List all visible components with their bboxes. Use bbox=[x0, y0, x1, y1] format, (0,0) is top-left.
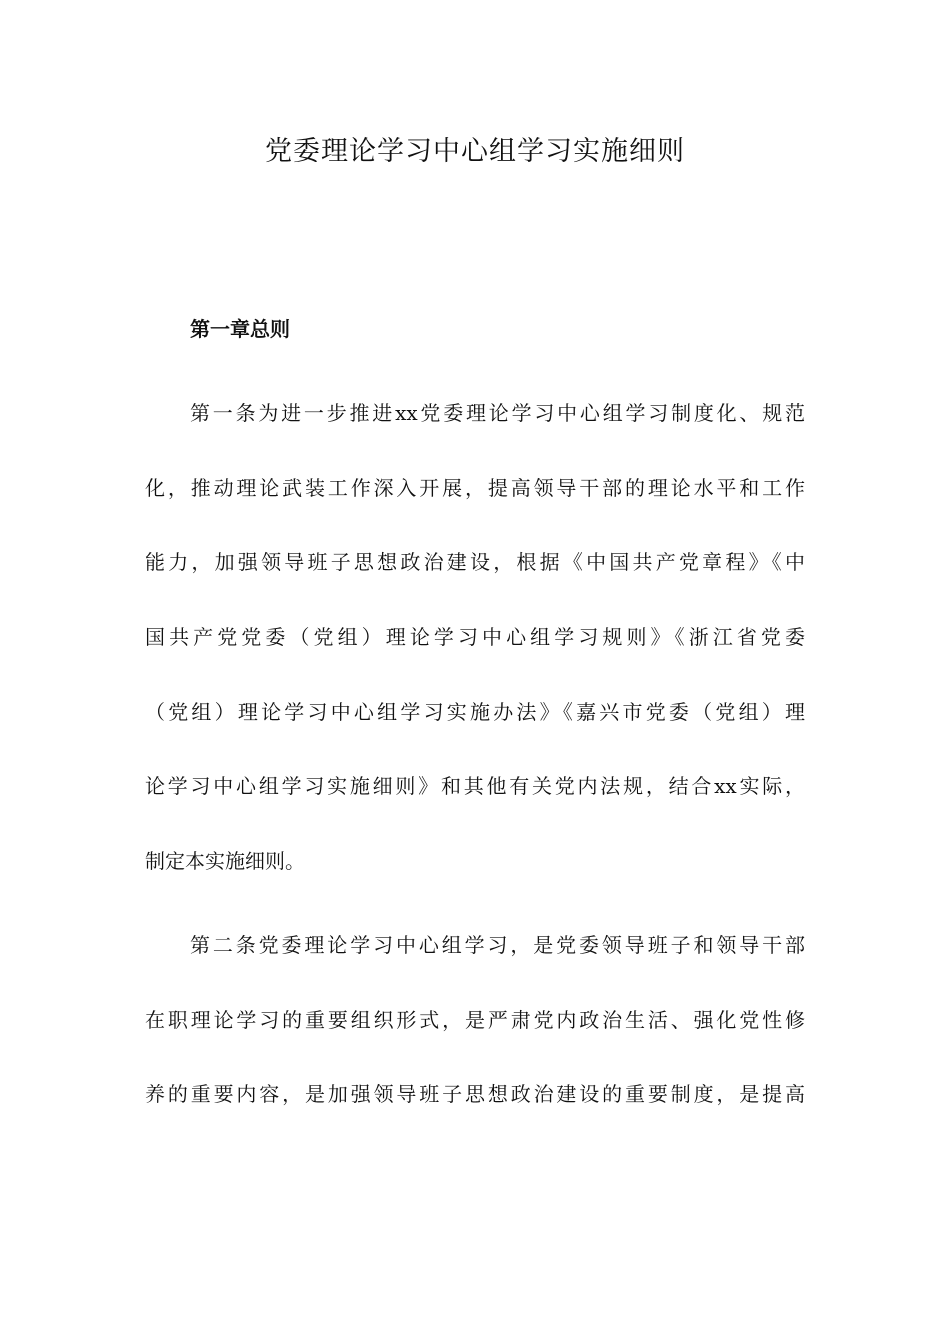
article-2-line: 在职理论学习的重要组织形式，是严肃党内政治生活、强化党性修 bbox=[145, 1008, 805, 1032]
article-1-line: 国共产党党委（党组）理论学习中心组学习规则》《浙江省党委 bbox=[145, 625, 805, 649]
article-1-line: 第一条为进一步推进xx党委理论学习中心组学习制度化、规范 bbox=[190, 401, 805, 425]
document-title: 党委理论学习中心组学习实施细则 bbox=[265, 136, 685, 167]
article-2-line: 养的重要内容，是加强领导班子思想政治建设的重要制度，是提高 bbox=[145, 1082, 805, 1106]
chapter-heading: 第一章总则 bbox=[190, 317, 290, 341]
article-1-line: 论学习中心组学习实施细则》和其他有关党内法规，结合xx实际， bbox=[145, 774, 805, 798]
article-1-line: 制定本实施细则。 bbox=[145, 849, 305, 873]
article-1-line: 能力，加强领导班子思想政治建设，根据《中国共产党章程》《中 bbox=[145, 550, 805, 574]
article-1-line: 化，推动理论武装工作深入开展，提高领导干部的理论水平和工作 bbox=[145, 476, 805, 500]
article-2-line: 第二条党委理论学习中心组学习，是党委领导班子和领导干部 bbox=[190, 933, 805, 957]
article-1-line: （党组）理论学习中心组学习实施办法》《嘉兴市党委（党组）理 bbox=[145, 700, 805, 724]
